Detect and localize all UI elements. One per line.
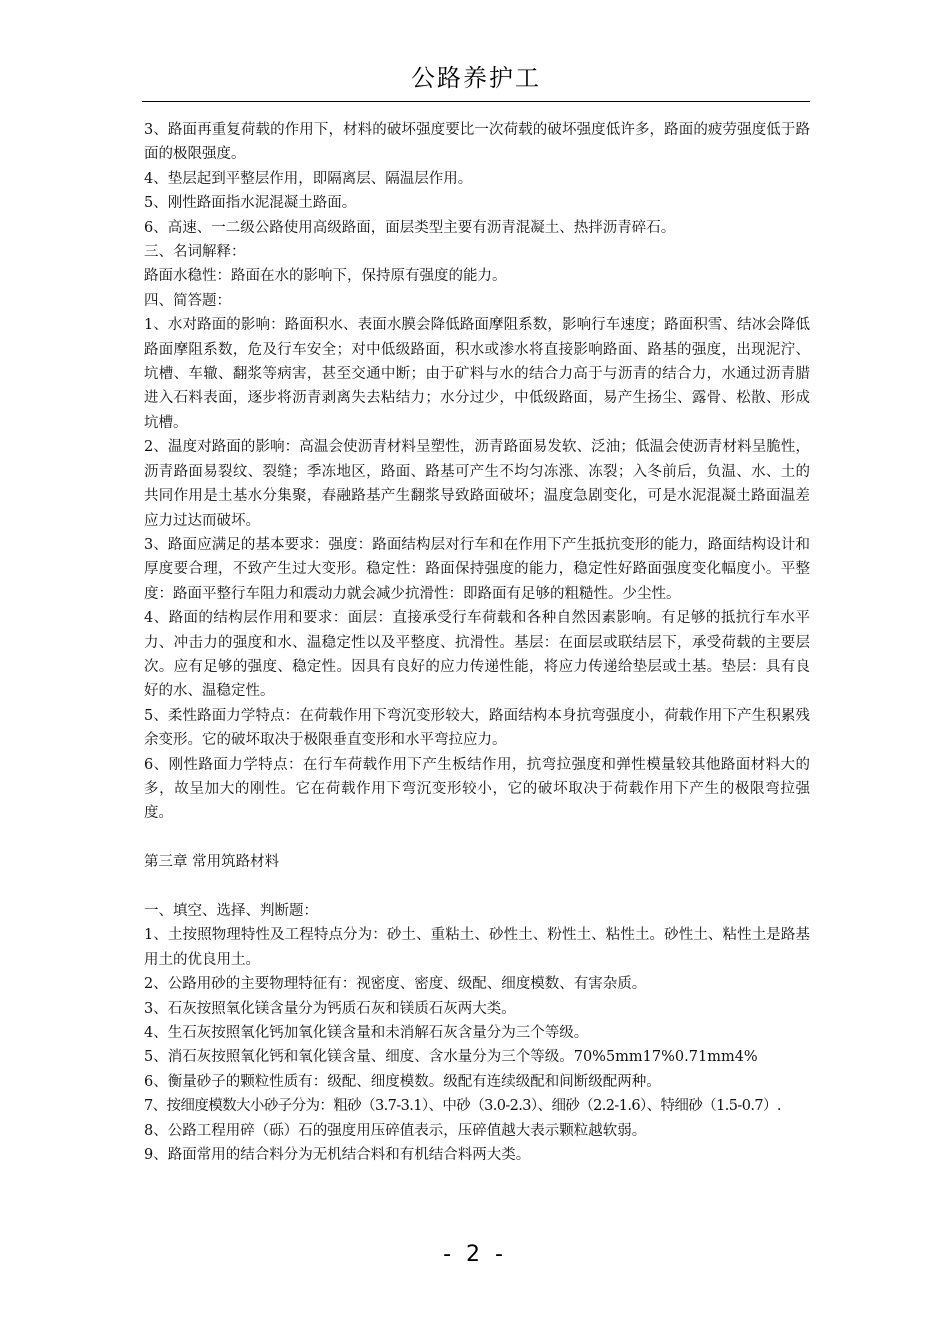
item-6-sand-grading: 6、衡量砂子的颗粒性质有：级配、细度模数。级配有连续级配和间断级配两种。 [144, 1073, 661, 1090]
blank-line [144, 875, 810, 899]
paragraph-4-cushion-layer: 4、垫层起到平整层作用，即隔离层、隔温层作用。 [144, 170, 473, 187]
page-number: - 2 - [443, 1242, 507, 1267]
paragraph-3-repeated-load: 3、路面再重复荷载的作用下，材料的破坏强度要比一次荷载的破坏强度低许多，路面的疲劳强度低于路面的极限强度。 [144, 122, 810, 163]
answer-6-rigid-pavement: 6、刚性路面力学特点：在行车荷载作用下产生板结作用，抗弯拉强度和弹性模量较其他路面材料大的多，故呈加大的刚性。它在荷载作用下弯沉变形较小，它的破坏取决于荷载作用下产生的极限弯拉强度。 [144, 756, 810, 822]
paragraph-6-high-grade-road: 6、高速、一二级公路使用高级路面，面层类型主要有沥青混凝土、热拌沥青碎石。 [144, 219, 676, 236]
section-heading-short-answer: 四、简答题： [144, 292, 231, 309]
item-8-crushing-value: 8、公路工程用碎（砾）石的强度用压碎值表示，压碎值越大表示颗粒越软弱。 [144, 1122, 647, 1139]
answer-1-water-effect: 1、水对路面的影响：路面积水、表面水膜会降低路面摩阻系数，影响行车速度；路面积雪、结冰会降低路面摩阻系数，危及行车安全；对中低级路面，积水或渗水将直接影响路面、路基的强度，出现泥泞、坑槽、车辙、翻浆等病害，甚至交通中断；由于矿料与水的结合力高于与沥青的结合力，水通过沥青腊进入石料表面，逐步将沥青剥离失去粘结力；水分过少，中低级路面，易产生扬尘、露骨、松散、形成坑槽。 [144, 317, 810, 431]
item-7-fineness-modulus: 7、按细度模数大小砂子分为：粗砂（3.7-3.1）、中砂（3.0-2.3）、细砂（2.2-1.6）、特细砂（1.5-0.7）. [144, 1098, 781, 1115]
section-heading-terms: 三、名词解释： [144, 244, 246, 261]
item-3-lime-classes: 3、石灰按照氧化镁含量分为钙质石灰和镁质石灰两大类。 [144, 1000, 516, 1017]
answer-2-temperature-effect: 2、温度对路面的影响：高温会使沥青材料呈塑性，沥青路面易发软、泛油；低温会使沥青材料呈脆性，沥青路面易裂纹、裂缝；季冻地区，路面、路基可产生不均匀冻涨、冻裂；入冬前后，负温、水、土的共同作用是土基水分集聚，春融路基产生翻浆导致路面破坏；温度急剧变化，可是水泥混凝土路面温差应力过达而破坏。 [144, 439, 810, 529]
item-1-soil-types: 1、土按照物理特性及工程特点分为：砂土、重粘土、砂性土、粉性土、粘性土。砂性土、粘性土是路基用土的优良用土。 [144, 927, 810, 968]
answer-5-flexible-pavement: 5、柔性路面力学特点：在荷载作用下弯沉变形较大，路面结构本身抗弯强度小，荷载作用下产生积累残余变形。它的破坏取决于极限垂直变形和水平弯拉应力。 [144, 707, 810, 749]
blank-line [144, 826, 810, 850]
item-9-binders: 9、路面常用的结合料分为无机结合料和有机结合料两大类。 [144, 1147, 531, 1164]
document-body [144, 118, 810, 1167]
paragraph-5-rigid-pavement: 5、刚性路面指水泥混凝土路面。 [144, 195, 357, 212]
paragraph-water-stability: 路面水稳性：路面在水的影响下，保持原有强度的能力。 [144, 268, 507, 285]
item-5-slaked-lime-grades: 5、消石灰按照氧化钙和氧化镁含量、细度、含水量分为三个等级。70%5mm17%0.71mm4% [144, 1049, 758, 1066]
chapter-heading: 第三章 常用筑路材料 [144, 854, 280, 871]
header-divider [142, 101, 810, 102]
item-4-quicklime-grades: 4、生石灰按照氧化钙加氧化镁含量和未消解石灰含量分为三个等级。 [144, 1025, 589, 1041]
answer-4-structure-layers: 4、路面的结构层作用和要求：面层：直接承受行车荷载和各种自然因素影响。有足够的抵抗行车水平力、冲击力的强度和水、温稳定性以及平整度、抗滑性。基层：在面层或联结层下，承受荷载的主要层次。应有足够的强度、稳定性。因具有良好的应力传递性能，将应力传递给垫层或土基。垫层：具有良好的水、温稳定性。 [144, 610, 810, 700]
section-heading-fill-blank: 一、填空、选择、判断题： [144, 902, 318, 919]
item-2-sand-properties: 2、公路用砂的主要物理特征有：视密度、密度、级配、细度模数、有害杂质。 [144, 976, 647, 993]
answer-3-basic-requirements: 3、路面应满足的基本要求：强度：路面结构层对行车和在作用下产生抵抗变形的能力，路面结构设计和厚度要合理，不致产生过大变形。稳定性：路面保持强度的能力，稳定性好路面强度变化幅度小。平整度：路面平整行车阻力和震动力就会减少抗滑性：即路面有足够的粗糙性。少尘性。 [144, 536, 810, 602]
page-header [142, 58, 810, 102]
page-title: 公路养护工 [411, 64, 541, 92]
